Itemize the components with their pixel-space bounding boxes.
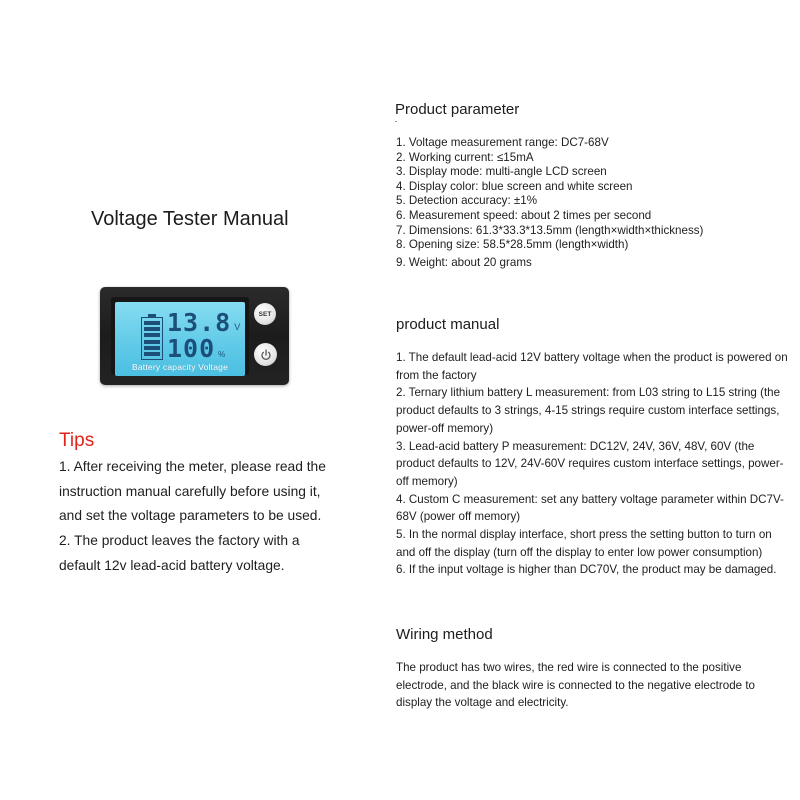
tips-list	[59, 455, 334, 579]
parameter-item: 6. Measurement speed: about 2 times per second	[396, 208, 652, 222]
battery-segment	[144, 321, 160, 325]
voltage-unit: V	[234, 322, 241, 332]
battery-segment	[144, 333, 160, 337]
parameter-item: 4. Display color: blue screen and white screen	[396, 179, 633, 193]
battery-segment	[144, 327, 160, 331]
percent-reading: 100	[167, 334, 216, 363]
voltage-tester-device	[100, 287, 289, 385]
parameter-item: 1. Voltage measurement range: DC7-68V	[396, 136, 609, 149]
manual-item: 5. In the normal display interface, short press the setting button to turn on and off the display (turn off the display to enter low power consumption)	[396, 528, 772, 559]
product-parameter-list	[396, 136, 776, 270]
parameter-item: 3. Display mode: multi-angle LCD screen	[396, 165, 607, 179]
product-parameter-heading: Product parameter	[395, 101, 520, 118]
battery-gauge-icon	[141, 314, 163, 360]
percent-unit: %	[218, 350, 226, 359]
wiring-method-heading: Wiring method	[396, 626, 493, 643]
manual-item: 4. Custom C measurement: set any battery voltage parameter within DC7V-68V (power off memory)	[396, 492, 784, 524]
parameter-item: 5. Detection accuracy: ±1%	[396, 194, 538, 208]
battery-segment	[144, 352, 160, 356]
product-manual-heading: product manual	[396, 316, 500, 333]
power-button[interactable]	[254, 343, 277, 366]
manual-item: 3. Lead-acid battery P measurement: DC12V, 24V, 36V, 48V, 60V (the product defaults to 12V, 24V-60V requires custom interface settings, power-off memory)	[396, 439, 784, 488]
battery-segment	[144, 340, 160, 344]
set-button-label: SET	[258, 310, 272, 318]
heading-underline	[395, 121, 397, 122]
manual-item: 1. The default lead-acid 12V battery voltage when the product is powered on from the factory	[396, 351, 788, 382]
product-manual-list	[396, 349, 788, 579]
wiring-method-body: The product has two wires, the red wire is connected to the positive electrode, and the black wire is connected to the negative electrode to display the voltage and electricity.	[396, 661, 755, 710]
manual-item: 2. Ternary lithium battery L measurement: from L03 string to L15 string (the product defaults to 3 strings, 4-15 strings require custom interface settings, power-off memory)	[396, 386, 781, 435]
screen-caption: Battery capacity Voltage	[132, 362, 228, 372]
tips-item: 2. The product leaves the factory with a default 12v lead-acid battery voltage.	[59, 533, 300, 573]
tips-item: 1. After receiving the meter, please read the instruction manual carefully before using it, and set the voltage parameters to be used.	[59, 459, 326, 524]
manual-item: 6. If the input voltage is higher than DC70V, the product may be damaged.	[396, 563, 777, 577]
battery-segment	[144, 346, 160, 350]
parameter-item: 9. Weight: about 20 grams	[396, 255, 532, 269]
voltage-reading: 13.8	[167, 308, 232, 337]
parameter-item: 7. Dimensions: 61.3*33.3*13.5mm (length×width×thickness)	[396, 223, 704, 237]
tips-title: Tips	[59, 430, 95, 451]
parameter-item: 2. Working current: ≤15mA	[396, 150, 534, 164]
lcd-screen	[115, 302, 245, 376]
power-icon	[260, 349, 272, 361]
parameter-item: 8. Opening size: 58.5*28.5mm (length×width)	[396, 238, 629, 252]
page-title: Voltage Tester Manual	[91, 208, 289, 230]
set-button[interactable]	[254, 303, 276, 325]
